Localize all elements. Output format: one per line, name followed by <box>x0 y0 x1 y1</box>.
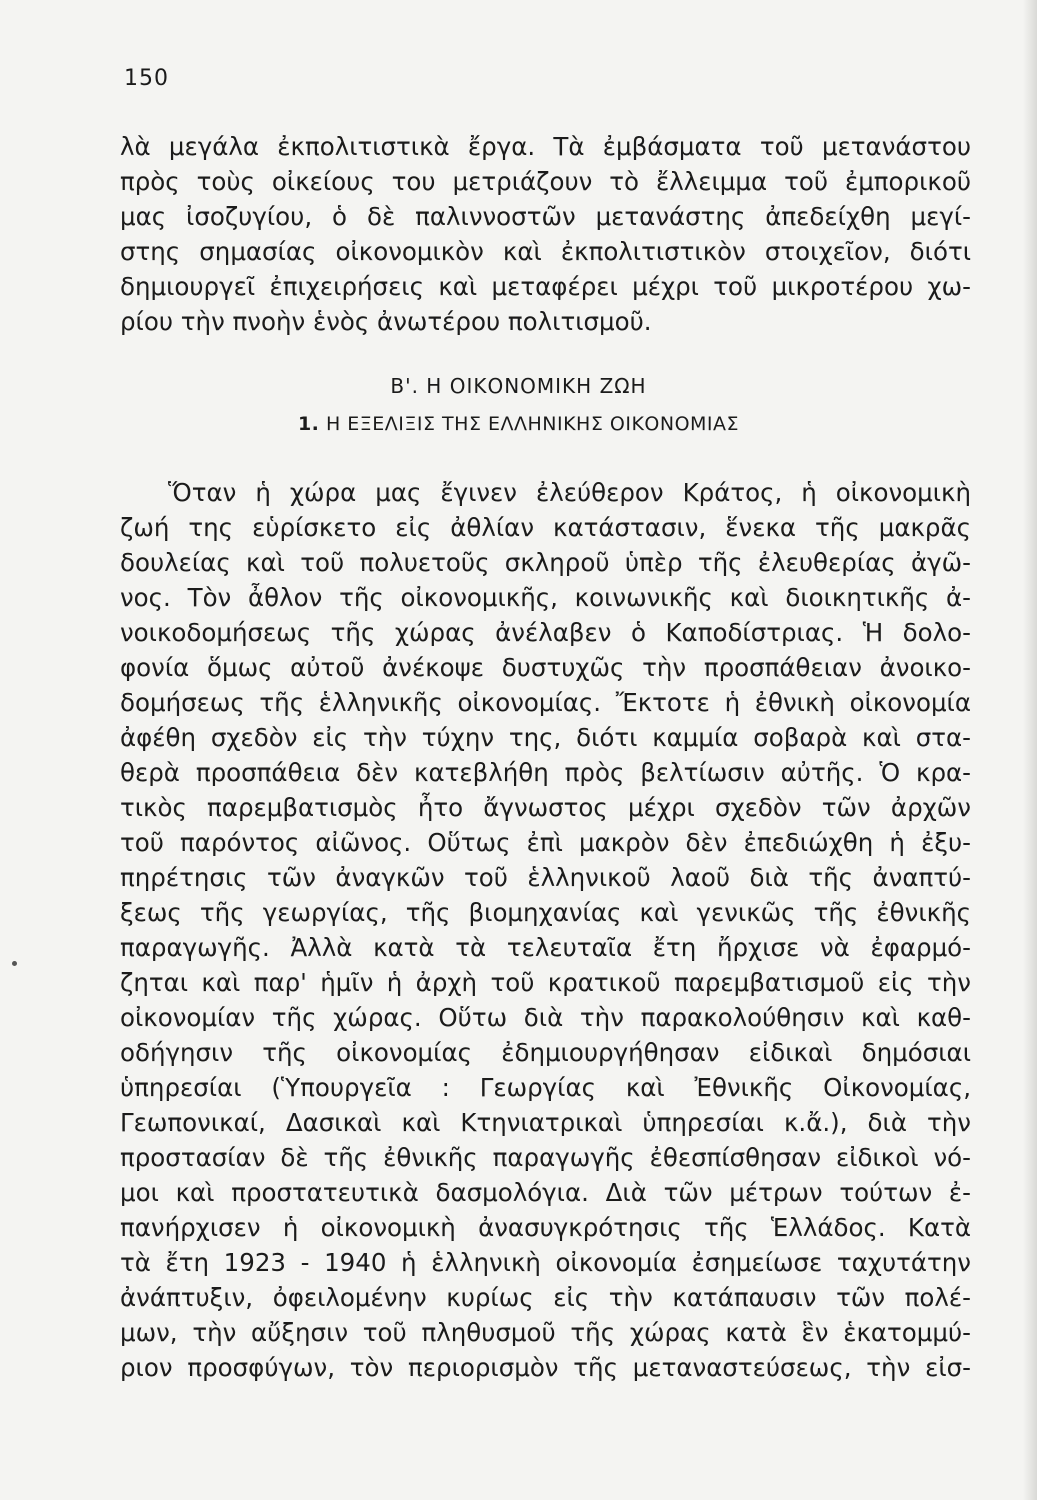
subsection-title: Η ΕΞΕΛΙΞΙΣ ΤΗΣ ΕΛΛΗΝΙΚΗΣ ΟΙΚΟΝΟΜΙΑΣ <box>325 413 740 435</box>
text-line: Ὅταν ἡ χώρα μας ἔγινεν ἐλεύθερον Κράτος, ἡ οἰκονομικὴ <box>168 478 971 507</box>
text-line: πανήρχισεν ἡ οἰκονομικὴ ἀνασυγκρότησις τῆς Ἑλλάδος. Κατὰ <box>120 1213 971 1242</box>
subsection-number: 1. <box>297 413 320 435</box>
text-line: ζωή της εὑρίσκετο εἰς ἀθλίαν κατάστασιν, ἕνεκα τῆς μακρᾶς <box>120 513 971 542</box>
text-line: τικὸς παρεμβατισμὸς ἦτο ἄγνωστος μέχρι σχεδὸν τῶν ἀρχῶν <box>120 793 971 822</box>
margin-speck <box>12 961 17 966</box>
text-line: μας ἰσοζυγίου, ὁ δὲ παλιννοστῶν μετανάστης ἀπεδείχθη μεγί- <box>120 202 971 231</box>
text-line: πηρέτησις τῶν ἀναγκῶν τοῦ ἑλληνικοῦ λαοῦ διὰ τῆς ἀναπτύ- <box>120 863 971 892</box>
text-line: οἰκονομίαν τῆς χώρας. Οὕτω διὰ τὴν παρακολούθησιν καὶ καθ- <box>120 1003 971 1032</box>
text-line: τὰ ἔτη 1923 - 1940 ἡ ἑλληνικὴ οἰκονομία ἐσημείωσε ταχυτάτην <box>120 1248 971 1277</box>
text-line: λὰ μεγάλα ἐκπολιτιστικὰ ἔργα. Τὰ ἐμβάσματα τοῦ μετανάστου <box>120 132 971 161</box>
page-number: 150 <box>124 66 169 91</box>
text-line: προστασίαν δὲ τῆς ἐθνικῆς παραγωγῆς ἐθεσπίσθησαν εἰδικοὶ νό- <box>120 1143 971 1172</box>
subsection-heading <box>120 413 917 435</box>
text-line: παραγωγῆς. Ἀλλὰ κατὰ τὰ τελευταῖα ἔτη ἤρχισε νὰ ἐφαρμό- <box>120 933 971 962</box>
text-line: δημιουργεῖ ἐπιχειρήσεις καὶ μεταφέρει μέχρι τοῦ μικροτέρου χω- <box>120 272 971 301</box>
text-line: μοι καὶ προστατευτικὰ δασμολόγια. Διὰ τῶν μέτρων τούτων ἐ- <box>120 1178 971 1207</box>
text-line: ζηται καὶ παρ' ἡμῖν ἡ ἀρχὴ τοῦ κρατικοῦ παρεμβατισμοῦ εἰς τὴν <box>120 968 971 997</box>
text-line: φονία ὅμως αὐτοῦ ἀνέκοψε δυστυχῶς τὴν προσπάθειαν ἀνοικο- <box>120 653 971 682</box>
text-line: δουλείας καὶ τοῦ πολυετοῦς σκληροῦ ὑπὲρ τῆς ἐλευθερίας ἀγῶ- <box>120 548 971 577</box>
text-line: ξεως τῆς γεωργίας, τῆς βιομηχανίας καὶ γενικῶς τῆς ἐθνικῆς <box>120 898 971 927</box>
text-line: τοῦ παρόντος αἰῶνος. Οὕτως ἐπὶ μακρὸν δὲν ἐπεδιώχθη ἡ ἐξυ- <box>120 828 971 857</box>
text-line: θερὰ προσπάθεια δὲν κατεβλήθη πρὸς βελτίωσιν αὐτῆς. Ὁ κρα- <box>120 758 971 787</box>
text-line: νος. Τὸν ἆθλον τῆς οἰκονομικῆς, κοινωνικῆς καὶ διοικητικῆς ἀ- <box>120 583 971 612</box>
text-line: νοικοδομήσεως τῆς χώρας ἀνέλαβεν ὁ Καποδίστριας. Ἡ δολο- <box>120 618 971 647</box>
page-edge-shadow <box>1023 0 1037 1500</box>
text-line: μων, τὴν αὔξησιν τοῦ πληθυσμοῦ τῆς χώρας κατὰ ἓν ἑκατομμύ- <box>120 1318 971 1347</box>
text-line: ἀνάπτυξιν, ὀφειλομένην κυρίως εἰς τὴν κατάπαυσιν τῶν πολέ- <box>120 1283 971 1312</box>
text-line: ριον προσφύγων, τὸν περιορισμὸν τῆς μεταναστεύσεως, τὴν εἰσ- <box>120 1353 971 1382</box>
text-line: στης σημασίας οἰκονομικὸν καὶ ἐκπολιτιστικὸν στοιχεῖον, διότι <box>120 237 971 266</box>
section-heading: Β'. Η ΟΙΚΟΝΟΜΙΚΗ ΖΩΗ <box>390 374 647 398</box>
text-line: ρίου τὴν πνοὴν ἑνὸς ἀνωτέρου πολιτισμοῦ. <box>120 307 652 336</box>
text-line: ἀφέθη σχεδὸν εἰς τὴν τύχην της, διότι καμμία σοβαρὰ καὶ στα- <box>120 723 971 752</box>
text-line: οδήγησιν τῆς οἰκονομίας ἐδημιουργήθησαν εἰδικαὶ δημόσιαι <box>120 1038 971 1067</box>
text-line: ὑπηρεσίαι (Ὑπουργεῖα : Γεωργίας καὶ Ἐθνικῆς Οἰκονομίας, <box>120 1073 971 1102</box>
text-line: πρὸς τοὺς οἰκείους του μετριάζουν τὸ ἔλλειμμα τοῦ ἐμπορικοῦ <box>120 167 971 196</box>
text-line: Γεωπονικαί, Δασικαὶ καὶ Κτηνιατρικαὶ ὑπηρεσίαι κ.ἄ.), διὰ τὴν <box>120 1108 971 1137</box>
text-line: δομήσεως τῆς ἑλληνικῆς οἰκονομίας. Ἔκτοτε ἡ ἐθνικὴ οἰκονομία <box>120 688 971 717</box>
